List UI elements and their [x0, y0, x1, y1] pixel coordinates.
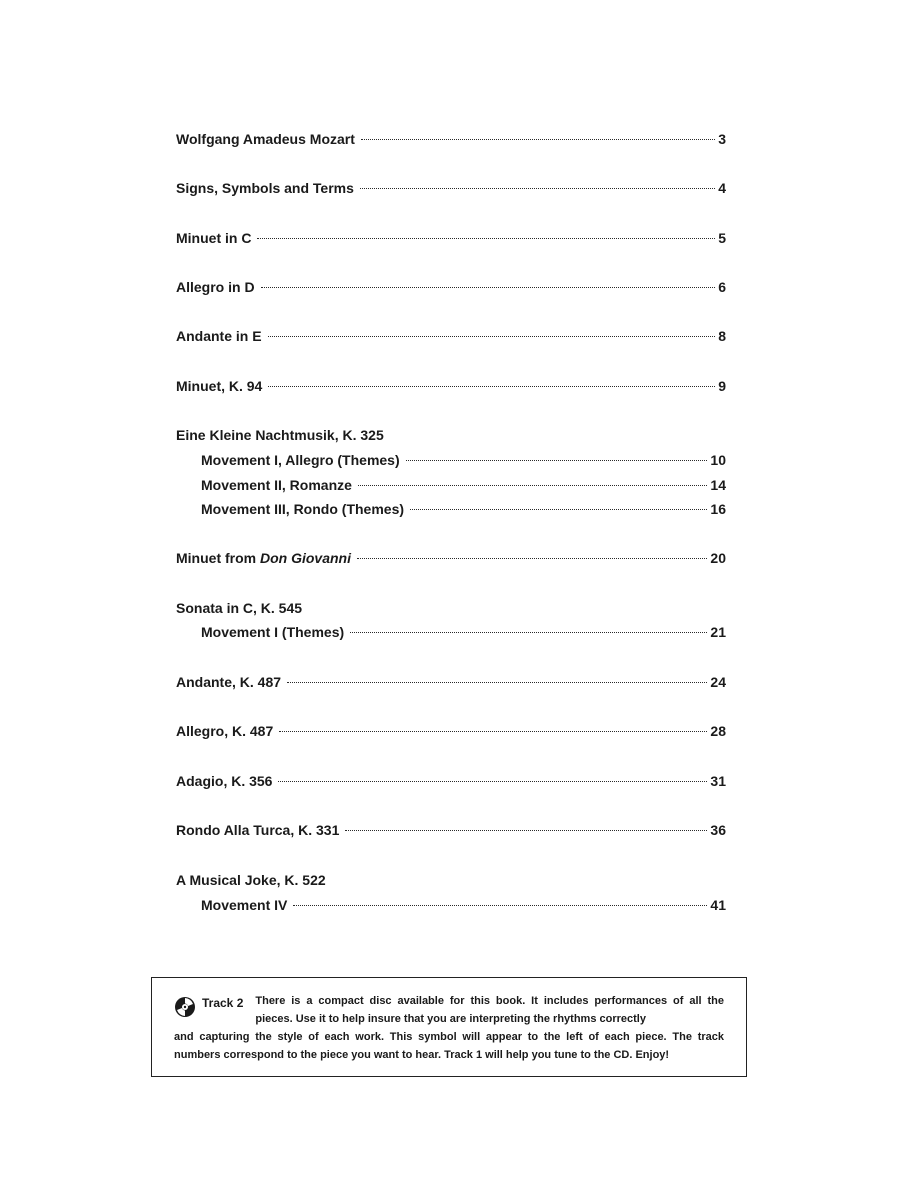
toc-entry-page: 28	[710, 723, 726, 739]
toc-heading-musical-joke: A Musical Joke, K. 522	[176, 872, 326, 888]
dot-leader	[257, 238, 715, 239]
toc-entry-title: Allegro in D	[176, 279, 255, 295]
toc-entry-page: 24	[710, 674, 726, 690]
dot-leader	[360, 188, 715, 189]
toc-entry-title: Signs, Symbols and Terms	[176, 180, 354, 196]
track-label: Track 2	[202, 996, 244, 1010]
cd-note-box	[151, 977, 747, 1077]
dot-leader	[268, 386, 715, 387]
toc-entry-page: 4	[718, 180, 726, 196]
toc-entry-page: 9	[718, 378, 726, 394]
dot-leader	[350, 632, 707, 633]
dot-leader	[406, 460, 708, 461]
toc-entry-page: 20	[710, 550, 726, 566]
dot-leader	[357, 558, 707, 559]
toc-entry-minuet-in-c[interactable]	[176, 227, 726, 249]
cd-icon	[174, 996, 196, 1018]
toc-entry-title: Minuet, K. 94	[176, 378, 263, 394]
cd-note-first-line	[174, 992, 724, 1028]
toc-entry-title: Movement III, Rondo (Themes)	[201, 501, 405, 517]
toc-entry-sonata-movement-1[interactable]	[201, 621, 726, 643]
toc-entry-title: Movement I (Themes)	[201, 624, 345, 640]
toc-entry-minuet-k94[interactable]	[176, 375, 726, 397]
toc-heading-eine-kleine-nachtmusik: Eine Kleine Nachtmusik, K. 325	[176, 427, 384, 443]
toc-entry-title: Movement IV	[201, 897, 288, 913]
toc-entry-title-italic: Don Giovanni	[260, 550, 351, 566]
toc-entry-musical-joke-movement-4[interactable]	[201, 894, 726, 916]
toc-entry-title	[176, 547, 351, 569]
toc-entry-title: Adagio, K. 356	[176, 773, 273, 789]
cd-note-text-first: There is a compact disc available for this book. It includes performances of all the pieces. Use it to help insure that you are interpreting the rhythms correctly	[255, 995, 724, 1025]
toc-entry-movement-3-rondo[interactable]	[201, 498, 726, 520]
dot-leader	[268, 336, 716, 337]
toc-entry-title-prefix: Minuet from	[176, 550, 260, 566]
dot-leader	[287, 682, 707, 683]
toc-entry-allegro-k487[interactable]	[176, 720, 726, 742]
toc-entry-andante-in-e[interactable]	[176, 325, 726, 347]
toc-entry-page: 41	[710, 897, 726, 913]
toc-entry-allegro-in-d[interactable]	[176, 276, 726, 298]
toc-entry-signs-symbols-terms[interactable]	[176, 177, 726, 199]
toc-entry-title: Andante, K. 487	[176, 674, 282, 690]
toc-entry-page: 3	[718, 131, 726, 147]
toc-entry-mozart[interactable]	[176, 128, 726, 150]
toc-entry-page: 5	[718, 230, 726, 246]
toc-entry-title: Movement II, Romanze	[201, 477, 352, 493]
toc-entry-movement-2-romanze[interactable]	[201, 474, 726, 496]
toc-entry-title: Wolfgang Amadeus Mozart	[176, 131, 355, 147]
toc-entry-minuet-don-giovanni[interactable]	[176, 547, 726, 569]
toc-entry-page: 10	[710, 452, 726, 468]
dot-leader	[361, 139, 715, 140]
toc-heading-sonata-in-c: Sonata in C, K. 545	[176, 600, 303, 616]
toc-entry-page: 16	[710, 501, 726, 517]
toc-entry-title: Rondo Alla Turca, K. 331	[176, 822, 340, 838]
dot-leader	[293, 905, 707, 906]
dot-leader	[410, 509, 707, 510]
toc-entry-page: 14	[710, 477, 726, 493]
toc-entry-adagio-k356[interactable]	[176, 770, 726, 792]
dot-leader	[261, 287, 716, 288]
toc-entry-page: 8	[718, 328, 726, 344]
dot-leader	[358, 485, 708, 486]
toc-entry-page: 36	[710, 822, 726, 838]
toc-entry-title: Movement I, Allegro (Themes)	[201, 452, 400, 468]
toc-entry-page: 6	[718, 279, 726, 295]
toc-entry-title: Allegro, K. 487	[176, 723, 274, 739]
toc-entry-rondo-alla-turca[interactable]	[176, 819, 726, 841]
toc-entry-page: 21	[710, 624, 726, 640]
toc-entry-movement-1-allegro[interactable]	[201, 449, 726, 471]
dot-leader	[278, 781, 707, 782]
toc-entry-title: Minuet in C	[176, 230, 252, 246]
toc-entry-andante-k487[interactable]	[176, 671, 726, 693]
toc-entry-title: Andante in E	[176, 328, 262, 344]
dot-leader	[279, 731, 707, 732]
dot-leader	[345, 830, 707, 831]
cd-note-text-rest: and capturing the style of each work. This symbol will appear to the left of each piece. The track numbers correspond to the piece you want to hear. Track 1 will help you tune to the CD. Enjoy!	[174, 1031, 724, 1061]
toc-entry-page: 31	[710, 773, 726, 789]
